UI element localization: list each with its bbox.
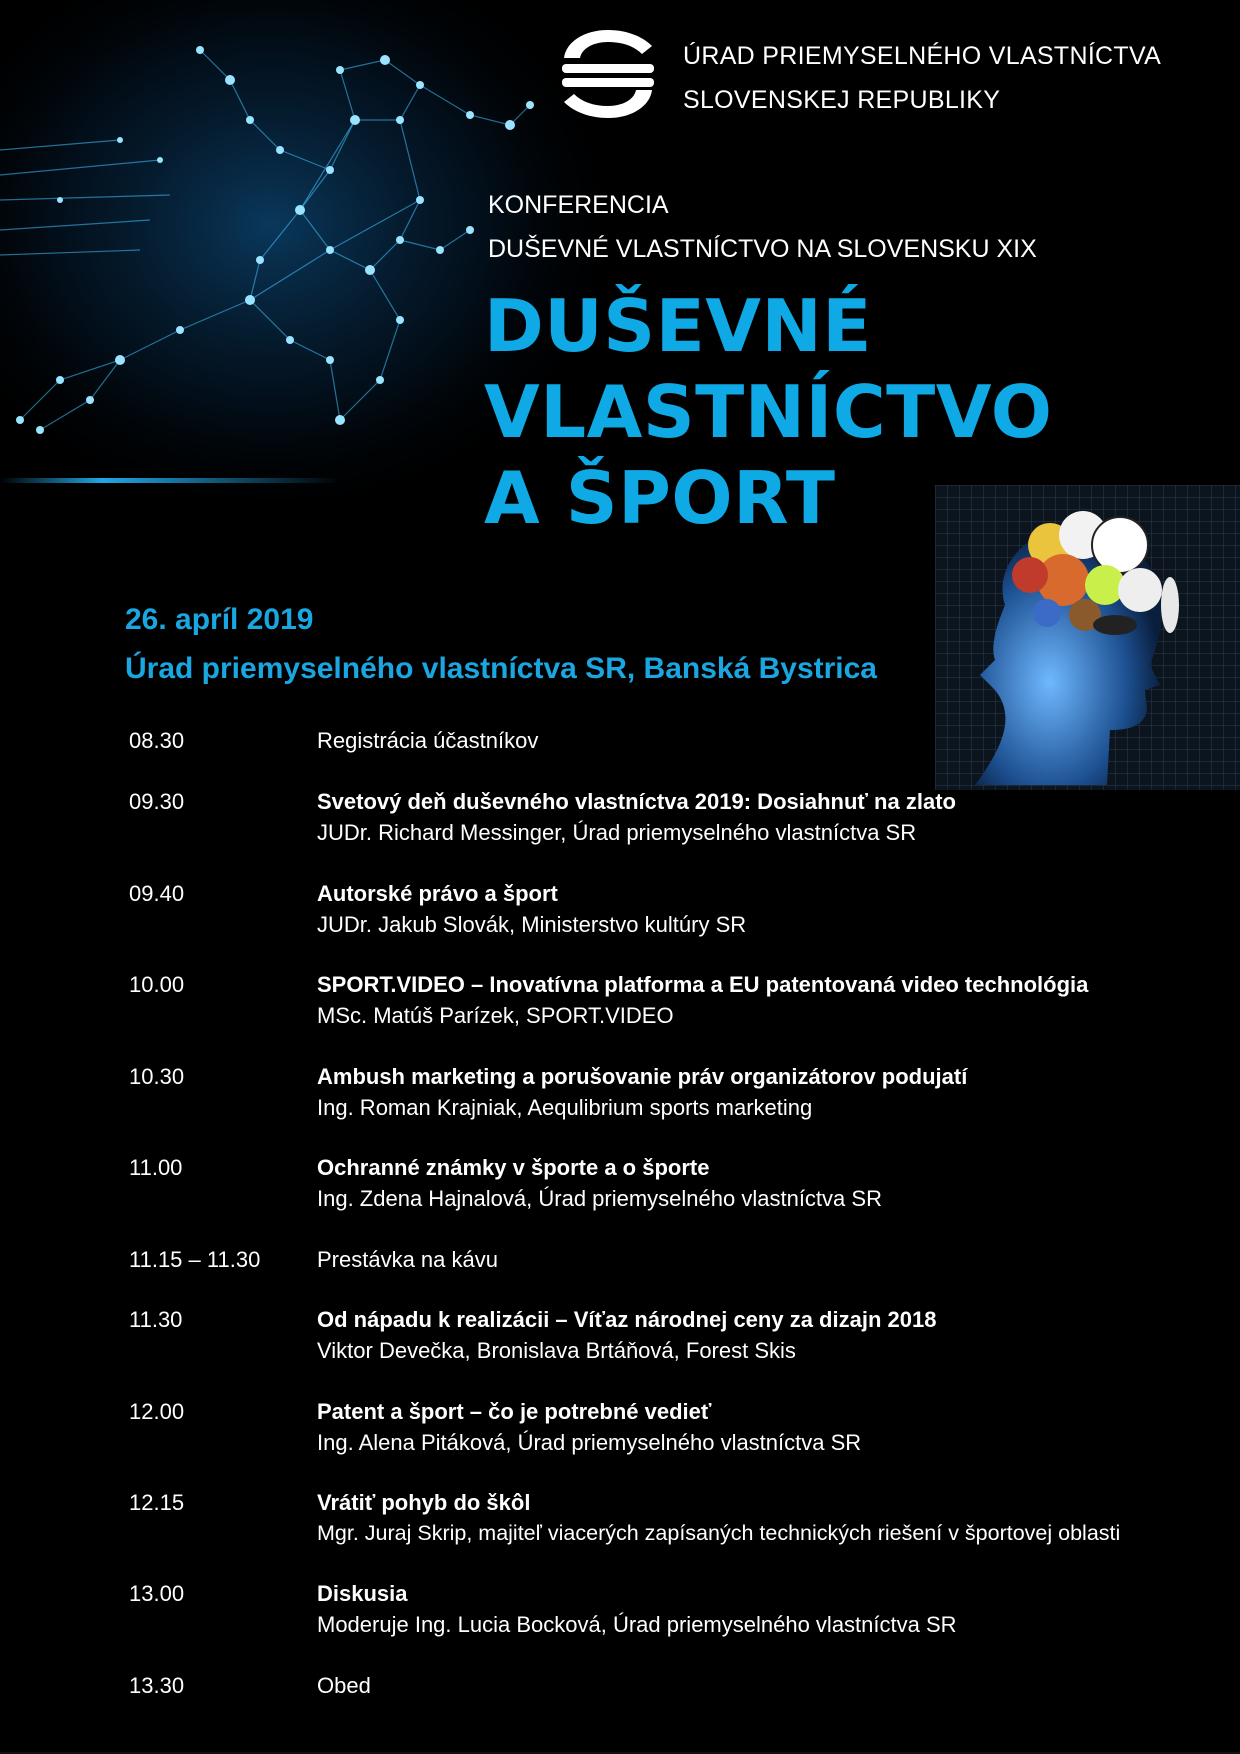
program-content	[317, 1396, 1229, 1458]
program-row	[129, 1244, 1229, 1304]
talk-speaker: Ing. Alena Pitáková, Úrad priemyselného vlastníctva SR	[317, 1430, 862, 1455]
program-content	[317, 1487, 1229, 1549]
conference-series: DUŠEVNÉ VLASTNÍCTVO NA SLOVENSKU XIX	[488, 235, 1037, 263]
conference-type: KONFERENCIA	[488, 191, 669, 219]
program-content	[317, 1578, 1229, 1640]
conference-label	[488, 183, 1037, 271]
organization-name	[683, 34, 1161, 122]
program-time: 11.30	[129, 1307, 183, 1332]
program-content	[317, 1061, 1229, 1123]
program-item: Prestávka na kávu	[317, 1247, 498, 1272]
program-item: Registrácia účastníkov	[317, 728, 539, 753]
program-time: 09.40	[129, 881, 185, 906]
program-time: 13.00	[129, 1581, 185, 1606]
program-time: 10.30	[129, 1064, 185, 1089]
talk-speaker: Ing. Roman Krajniak, Aequlibrium sports marketing	[317, 1095, 813, 1120]
title-line2: VLASTNÍCTVO	[484, 370, 1053, 454]
program-row	[129, 1396, 1229, 1487]
talk-title: Autorské právo a šport	[317, 881, 558, 906]
program-row	[129, 1487, 1229, 1578]
program-row	[129, 1670, 1229, 1710]
program-content	[317, 1304, 1229, 1366]
talk-speaker: JUDr. Richard Messinger, Úrad priemyselného vlastníctva SR	[317, 820, 917, 845]
program-time: 12.15	[129, 1490, 185, 1515]
program-time: 10.00	[129, 972, 185, 997]
organization-name-line1: ÚRAD PRIEMYSELNÉHO VLASTNÍCTVA	[683, 42, 1162, 70]
talk-title: Od nápadu k realizácii – Víťaz národnej ceny za dizajn 2018	[317, 1307, 937, 1332]
talk-speaker: Viktor Devečka, Bronislava Brtáňová, Forest Skis	[317, 1338, 796, 1363]
program-row	[129, 1304, 1229, 1396]
talk-speaker: Ing. Zdena Hajnalová, Úrad priemyselného vlastníctva SR	[317, 1186, 882, 1211]
talk-speaker: Moderuje Ing. Lucia Bocková, Úrad priemyselného vlastníctva SR	[317, 1612, 957, 1637]
talk-title: Vrátiť pohyb do škôl	[317, 1490, 531, 1515]
event-date: 26. apríl 2019	[125, 603, 314, 636]
title-line1: DUŠEVNÉ	[484, 284, 872, 368]
program-content	[317, 1244, 1229, 1275]
title-line3: A ŠPORT	[484, 456, 836, 540]
program-time: 11.15 – 11.30	[129, 1247, 261, 1272]
program-content	[317, 725, 1229, 756]
program-schedule	[129, 725, 1229, 1710]
program-time: 08.30	[129, 728, 185, 753]
program-content	[317, 969, 1229, 1031]
program-item: Obed	[317, 1673, 371, 1698]
program-content	[317, 1152, 1229, 1214]
talk-speaker: Mgr. Juraj Skrip, majiteľ viacerých zapísaných technických riešení v športovej oblasti	[317, 1521, 1121, 1545]
program-row	[129, 969, 1229, 1061]
talk-title: Ochranné známky v športe a o športe	[317, 1155, 710, 1180]
talk-title: Ambush marketing a porušovanie práv organizátorov podujatí	[317, 1064, 968, 1089]
office-logo-icon	[560, 28, 656, 120]
organization-name-line2: SLOVENSKEJ REPUBLIKY	[683, 86, 1001, 114]
talk-title: Diskusia	[317, 1581, 408, 1606]
program-content	[317, 878, 1229, 940]
program-time: 12.00	[129, 1399, 185, 1424]
program-time: 11.00	[129, 1155, 183, 1180]
program-row	[129, 878, 1229, 969]
talk-speaker: JUDr. Jakub Slovák, Ministerstvo kultúry SR	[317, 912, 747, 937]
program-content	[317, 786, 1229, 848]
event-venue: Úrad priemyselného vlastníctva SR, Banská Bystrica	[125, 652, 877, 685]
program-time: 09.30	[129, 789, 185, 814]
program-row	[129, 725, 1229, 786]
program-row	[129, 786, 1229, 878]
talk-title: Svetový deň duševného vlastníctva 2019: Dosiahnuť na zlato	[317, 789, 956, 814]
program-content	[317, 1670, 1229, 1701]
program-row	[129, 1061, 1229, 1152]
program-row	[129, 1578, 1229, 1670]
talk-title: SPORT.VIDEO – Inovatívna platforma a EU patentovaná video technológia	[317, 972, 1089, 997]
talk-title: Patent a šport – čo je potrebné vedieť	[317, 1399, 712, 1424]
program-row	[129, 1152, 1229, 1244]
program-time: 13.30	[129, 1673, 185, 1698]
talk-speaker: MSc. Matúš Parízek, SPORT.VIDEO	[317, 1003, 674, 1028]
